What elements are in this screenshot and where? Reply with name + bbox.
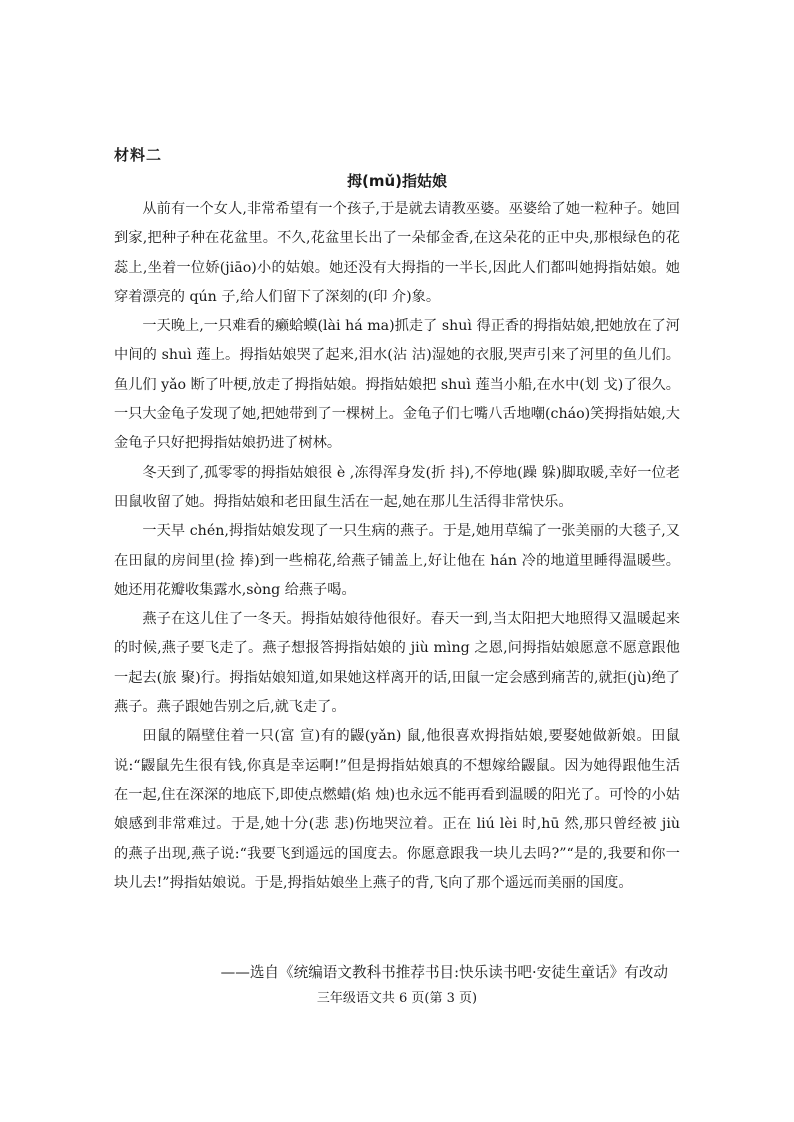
paragraph: 冬天到了,孤零零的拇指姑娘很 è ,冻得浑身发(折 抖),不停地(躁 躲)脚取暖,幸好一位老田鼠收留了她。拇指姑娘和老田鼠生活在一起,她在那儿生活得非常快乐。 [114,464,680,510]
paragraph: 从前有一个女人,非常希望有一个孩子,于是就去请教巫婆。巫婆给了她一粒种子。她回到家,把种子种在花盆里。不久,花盆里长出了一朵郁金香,在这朵花的正中央,那根绿色的花蕊上,坐着一位娇(jiāo)小的姑娘。她还没有大拇指的一半长,因此人们都叫她拇指姑娘。她穿着漂亮的 qún 子,给人们留下了深刻的(印 介)象。 [114,201,680,305]
paragraph: 一天早 chén,拇指姑娘发现了一只生病的燕子。于是,她用草编了一张美丽的大毯子,又在田鼠的房间里(捡 捧)到一些棉花,给燕子铺盖上,好让他在 hán 冷的地道里睡得温暖些。她还用花瓣收集露水,sòng 给燕子喝。 [114,523,680,598]
story-title: 拇(mǔ)指姑娘 [346,172,448,190]
source-citation: ——选自《统编语文教科书推荐书目:快乐读书吧·安徒生童话》有改动 [220,964,668,981]
paragraph: 田鼠的隔壁住着一只(富 宣)有的鼹(yǎn) 鼠,他很喜欢拇指姑娘,要娶她做新娘。田鼠说:“鼹鼠先生很有钱,你真是幸运啊!”但是拇指姑娘真的不想嫁给鼹鼠。因为她得跟他生活在一起,住在深深的地底下,即使点燃蜡(焰 烛)也永远不能再看到温暖的阳光了。可怜的小姑娘感到非常难过。于是,她十分(悲 悲)伤地哭泣着。正在 liú lèi 时,hū 然,那只曾经被 jiù 的燕子出现,燕子说:“我要飞到遥远的国度去。你愿意跟我一块儿去吗?”“是的,我要和你一块儿去!”拇指姑娘说。于是,拇指姑娘坐上燕子的背,飞向了那个遥远而美丽的国度。 [114,728,680,891]
section-label: 材料二 [114,146,163,164]
paragraph: 燕子在这儿住了一冬天。拇指姑娘待他很好。春天一到,当太阳把大地照得又温暖起来的时候,燕子要飞走了。燕子想报答拇指姑娘的 jiù mìng 之恩,问拇指姑娘愿意不愿意跟他一起去(旅 聚)行。拇指姑娘知道,如果她这样离开的话,田鼠一定会感到痛苦的,就拒(jù)绝了燕子。燕子跟她告别之后,就飞走了。 [114,611,680,716]
story-body [114,195,680,898]
paragraph: 一天晚上,一只难看的癞蛤蟆(lài há ma)抓走了 shuì 得正香的拇指姑娘,把她放在了河中间的 shuì 莲上。拇指姑娘哭了起来,泪水(沾 沽)湿她的衣服,哭声引来了河里的鱼儿们。鱼儿们 yǎo 断了叶梗,放走了拇指姑娘。拇指姑娘把 shuì 莲当小船,在水中(划 戈)了很久。一只大金龟子发现了她,把她带到了一棵树上。金龟子们七嘴八舌地嘲(cháo)笑拇指姑娘,大金龟子只好把拇指姑娘扔进了树林。 [114,318,680,452]
page-footer: 三年级语文共 6 页(第 3 页) [316,991,478,1006]
